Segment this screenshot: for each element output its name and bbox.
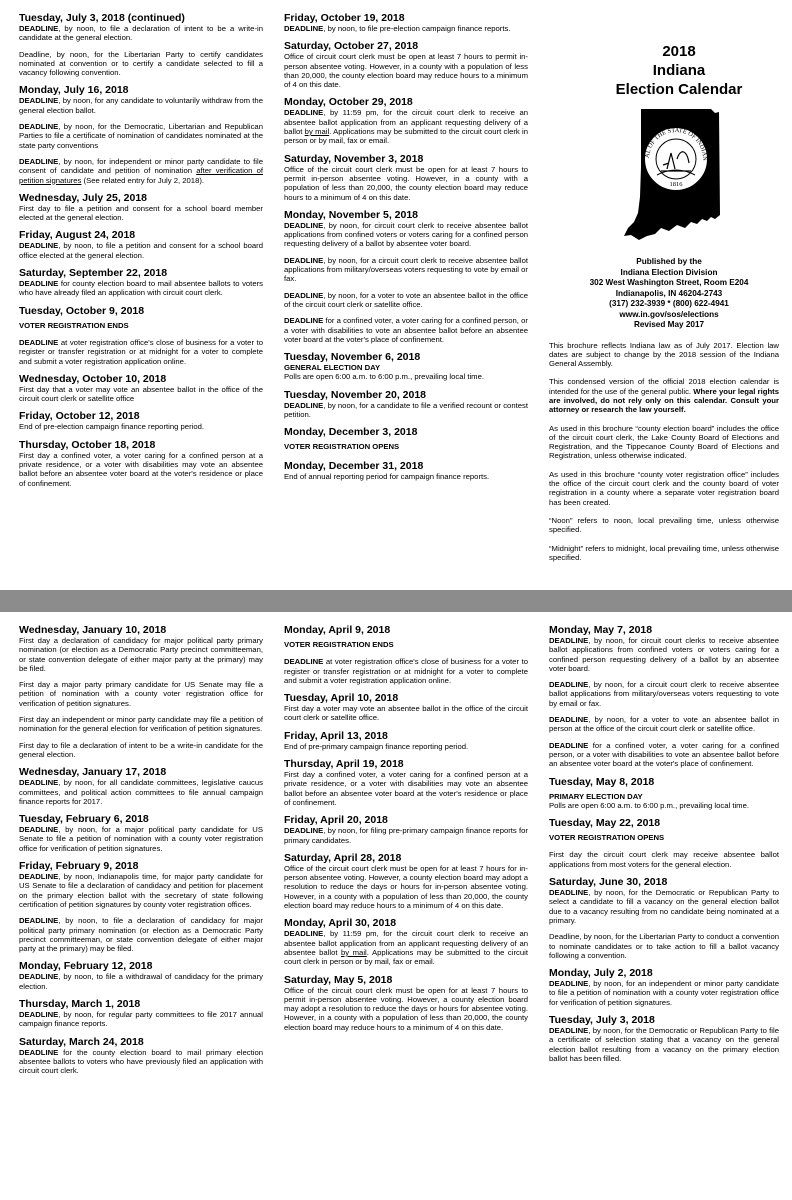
entry-date: Saturday, September 22, 2018: [19, 267, 168, 280]
deadline-label: DEADLINE: [284, 929, 324, 939]
entry-body: First day a declaration of candidacy for major political party primary nomination (or election as a Democratic Party precinct committeeman, or state convention delegate of either major party at the primary) may be filed.: [19, 636, 263, 673]
emphasis-underline: by mail: [341, 947, 367, 957]
entry-text: [19, 1010, 263, 1029]
note-paragraph: [549, 516, 779, 535]
entry-text: [19, 451, 263, 488]
calendar-entry: [19, 84, 263, 184]
entry-text: [549, 1026, 779, 1063]
entry-body: , by noon, for a voter to vote an absentee ballot in person at the office of the circuit court clerk or satellite office.: [549, 715, 779, 734]
entry-text: [19, 122, 263, 150]
calendar-entry: [284, 460, 528, 481]
entry-body: , by 11:59 pm, for the circuit court clerk to receive an absentee ballot application from an applicant requesting delivery of an absentee ballot: [284, 929, 528, 957]
calendar-entry: [19, 998, 263, 1029]
entry-body: , by noon, for regular party committees to file 2017 annual campaign finance reports.: [19, 1010, 263, 1029]
calendar-entry: [19, 860, 263, 953]
deadline-label: DEADLINE: [284, 400, 324, 410]
deadline-label: DEADLINE: [284, 24, 324, 33]
entry-date: Wednesday, October 10, 2018: [19, 372, 167, 385]
page2-column-1: [19, 624, 263, 1200]
entry-date: Thursday, March 1, 2018: [19, 998, 141, 1011]
deadline-label: DEADLINE: [19, 1010, 59, 1020]
publisher-line: Revised May 2017: [633, 320, 705, 329]
entry-text: [284, 52, 528, 89]
entry-date: Wednesday, July 25, 2018: [19, 191, 148, 204]
entry-event-label: VOTER REGISTRATION ENDS: [284, 640, 394, 649]
calendar-entry: [19, 439, 263, 488]
entry-event-label: PRIMARY ELECTION DAY: [549, 791, 643, 801]
deadline-label: DEADLINE: [549, 740, 589, 750]
entry-body: , by noon, to file pre-election campaign finance reports.: [323, 24, 511, 33]
entry-date: Monday, May 7, 2018: [549, 624, 653, 636]
entry-body: First day the circuit court clerk may receive absentee ballot applications from most voters for the general election.: [549, 850, 779, 869]
entry-date: Tuesday, July 3, 2018: [549, 1014, 655, 1027]
publisher-line: 302 West Washington Street, Room E204: [589, 278, 749, 287]
entry-date: Thursday, October 18, 2018: [19, 438, 156, 451]
entry-body: , by noon, for a candidate to file a verified recount or contest petition.: [284, 400, 528, 420]
note-text: “Midnight” refers to midnight, local prevailing time, unless otherwise specified.: [549, 543, 779, 562]
deadline-label: DEADLINE: [19, 972, 59, 982]
entry-body: , by noon, to file a petition and consent for a school board office elected at the general election.: [19, 241, 263, 260]
brochure-notes: [549, 341, 779, 563]
entry-text: [549, 979, 779, 1007]
entry-text: [284, 864, 528, 910]
deadline-label: DEADLINE: [549, 715, 589, 725]
deadline-label: DEADLINE: [284, 108, 324, 118]
entry-date: Tuesday, April 10, 2018: [284, 692, 399, 705]
publisher-line: Indiana Election Division: [620, 267, 718, 277]
calendar-entry: [549, 624, 779, 769]
note-paragraph: [549, 377, 779, 414]
entry-event-label: VOTER REGISTRATION OPENS: [284, 442, 400, 452]
entry-body: , by noon, for circuit court clerks to receive absentee ballot applications from confined voters or voters caring for a confined person requesting delivery of a ballot by an absentee voter board.: [549, 636, 779, 673]
entry-date: Monday, October 29, 2018: [284, 96, 413, 109]
calendar-entry: [19, 1036, 263, 1076]
entry-text: [19, 972, 263, 991]
entry-date: Friday, February 9, 2018: [19, 860, 139, 873]
entry-date: Tuesday, November 20, 2018: [284, 388, 427, 401]
entry-body: , by noon, for a circuit court clerk to receive absentee ballot applications from military/overseas voters requesting to vote by email or fax.: [284, 255, 528, 284]
entry-text: [284, 472, 528, 481]
entry-date: Saturday, April 28, 2018: [284, 851, 402, 864]
page2-column-3: [549, 624, 779, 1200]
calendar-entry: [284, 758, 528, 807]
deadline-label: DEADLINE: [19, 96, 59, 106]
deadline-label: DEADLINE: [19, 916, 59, 926]
entry-date: Tuesday, July 3, 2018 (continued): [19, 12, 185, 24]
entry-body: End of pre-primary campaign finance reporting period.: [284, 741, 469, 751]
seal-year: 1816: [669, 181, 683, 188]
entry-text: [284, 704, 528, 723]
calendar-entry: [549, 1014, 779, 1063]
entry-date: Tuesday, May 8, 2018: [549, 775, 655, 788]
deadline-label: DEADLINE: [19, 337, 59, 347]
note-text: This brochure reflects Indiana law as of July 2017. Election law dates are subject to change by the 2018 session of the Indiana General Assembly.: [549, 340, 779, 369]
deadline-label: DEADLINE: [284, 316, 324, 326]
calendar-entry: [284, 917, 528, 966]
deadline-label: DEADLINE: [19, 24, 59, 33]
entry-body: End of pre-election campaign finance reporting period.: [19, 422, 205, 432]
seal-text: AL OF THE STATE OF INDIAN: [643, 126, 709, 161]
entry-body: Polls are open 6:00 a.m. to 6:00 p.m., prevailing local time.: [549, 800, 749, 810]
deadline-label: DEADLINE: [549, 979, 589, 989]
deadline-label: DEADLINE: [549, 888, 589, 898]
website-link[interactable]: www.in.gov/sos/elections: [619, 309, 719, 319]
entry-body: Deadline, by noon, for the Libertarian Party to conduct a convention to nominate candidates or to take action to fill a ballot vacancy following a convention.: [549, 932, 779, 960]
entry-text: [284, 316, 528, 344]
entry-date: Wednesday, January 10, 2018: [19, 624, 167, 636]
page2-column-2: [284, 624, 528, 1200]
entry-body: First day a voter may vote an absentee ballot in the office of the circuit court clerk or satellite office.: [284, 704, 528, 723]
entry-text: [284, 221, 528, 249]
entry-body-tail: (See related entry for July 2, 2018).: [81, 175, 205, 185]
calendar-entry: [19, 12, 263, 77]
entry-date: Saturday, March 24, 2018: [19, 1035, 144, 1048]
calendar-entry: [19, 305, 263, 366]
entry-body: , by noon, for an independent or minor party candidate to file a petition of nomination with a county voter registration office for verification of petition signatures.: [549, 979, 779, 1007]
entry-date: Friday, April 13, 2018: [284, 729, 388, 742]
page1-column-2: [284, 12, 528, 590]
publisher-block: [559, 257, 779, 331]
entry-body: , by noon, Indianapolis time, for major party candidate for US Senate to file a declaration of candidacy and petition for placement on the primary election ballot with the secretary of state following certification of petition signatures by county voter registration offices.: [19, 872, 263, 909]
entry-date: Friday, August 24, 2018: [19, 229, 136, 242]
entry-body: First day a confined voter, a voter caring for a confined person at a private residence, or a voter with disabilities may vote an absentee ballot before an absentee voter board at the voter's residence or place of confinement.: [19, 450, 263, 488]
calendar-entry: [19, 192, 263, 223]
calendar-entry: [284, 692, 528, 723]
entry-text: [19, 636, 263, 673]
deadline-label: DEADLINE: [19, 778, 59, 788]
note-paragraph: [549, 470, 779, 507]
entry-text: [19, 422, 263, 431]
publisher-line: (317) 232-3939 * (800) 622-4941: [609, 299, 729, 308]
calendar-entry: [549, 817, 779, 869]
calendar-entry: [284, 389, 528, 420]
entry-body: Polls are open 6:00 a.m. to 6:00 p.m., prevailing local time.: [284, 372, 484, 382]
calendar-entry: [284, 153, 528, 202]
entry-body: for a confined voter, a voter caring for a confined person, or a voter with disabilities to vote an absentee ballot before an absentee voter board at the voter's place of confinement.: [284, 316, 528, 344]
indiana-map-icon: [619, 107, 769, 243]
emphasis-underline: by mail: [304, 127, 330, 137]
entry-text: [549, 932, 779, 960]
note-paragraph: [549, 544, 779, 563]
publisher-line: Indianapolis, IN 46204-2743: [615, 288, 723, 298]
calendar-entry: [284, 96, 528, 145]
title-state: Indiana: [652, 62, 706, 79]
entry-body-tail: . Applications may be submitted to the circuit court clerk in person or by mail, fax or email.: [284, 127, 528, 146]
page-bottom: [0, 612, 792, 1200]
entry-date: Tuesday, May 22, 2018: [549, 817, 661, 830]
calendar-entry: [284, 974, 528, 1032]
entry-text: [549, 850, 779, 869]
entry-text: [19, 872, 263, 909]
entry-date: Tuesday, February 6, 2018: [19, 813, 149, 826]
entry-body: , by noon, for a voter to vote an absentee ballot in the office of the circuit court clerk or satellite office.: [284, 290, 528, 309]
deadline-label: DEADLINE: [549, 680, 589, 690]
entry-text: [19, 96, 263, 115]
entry-text: [19, 715, 263, 734]
deadline-label: DEADLINE: [19, 279, 59, 289]
calendar-title: [579, 42, 779, 99]
calendar-entry: [19, 813, 263, 853]
calendar-entry: [19, 624, 263, 759]
entry-body: First day that a voter may vote an absentee ballot in the office of the circuit court clerk or satellite office: [19, 384, 263, 404]
entry-text: [284, 986, 528, 1032]
entry-body: for county election board to mail absentee ballots to voters who have already filed an application with circuit court clerk.: [19, 279, 263, 298]
entry-text: [19, 680, 263, 708]
entry-body: Deadline, by noon, for the Libertarian Party to certify candidates nominated at convention or to certify a candidate selected to fill a vacancy following convention.: [19, 49, 263, 78]
entry-text: [284, 165, 528, 202]
entry-text: [19, 778, 263, 806]
calendar-entry: [284, 624, 528, 685]
entry-text: [19, 385, 263, 404]
calendar-entry: [19, 410, 263, 431]
title-year: 2018: [662, 43, 696, 60]
entry-body: , by noon, for circuit court clerk to receive absentee ballot applications from confined voters or voters caring for a confined person requesting delivery of a ballot by absentee voter board.: [284, 220, 528, 249]
entry-date: Monday, April 9, 2018: [284, 624, 391, 636]
entry-date: Tuesday, November 6, 2018: [284, 351, 421, 364]
entry-body: Office of the circuit court clerk must be open for at least 7 hours for in-person absentee voting. However, a county election board may adopt a resolution to reduce the days or hours for in-person absentee voting. However, in a county with a population of less than 20,000, the county election board may reduce hours to a minimum of 4 on this date.: [284, 863, 528, 911]
entry-date: Saturday, November 3, 2018: [284, 152, 424, 165]
note-paragraph: [549, 341, 779, 369]
entry-text: [549, 680, 779, 708]
entry-date: Saturday, May 5, 2018: [284, 973, 393, 986]
entry-text: [549, 636, 779, 673]
entry-text: [284, 657, 528, 685]
note-text: “Noon” refers to noon, local prevailing time, unless otherwise specified.: [549, 515, 779, 535]
calendar-entry: [284, 730, 528, 751]
note-text: As used in this brochure “county election board” includes the office of the circuit court clerk, the Lake County Board of Elections and Registration, and the Tippecanoe County Board of Elections and Registration, unless otherwise indicated.: [549, 423, 779, 461]
entry-text: [284, 826, 528, 845]
entry-text: [284, 291, 528, 310]
entry-body: Office of the circuit court clerk must be open for at least 7 hours to permit in-person absentee voting. However, in a county with a population of less than 20,000, the county election board may reduce hours to a minimum of 4 on this date.: [284, 164, 528, 202]
entry-body-tail: . Applications may be submitted to the circuit court clerk in person or by mail, fax or email.: [284, 947, 528, 967]
note-text: As used in this brochure “county voter registration office” includes the office of the circuit court clerk and the county board of voter registration in a county where a separate voter registration board has been created.: [549, 469, 779, 507]
deadline-label: DEADLINE: [284, 290, 324, 300]
entry-date: Friday, October 12, 2018: [19, 410, 140, 423]
entry-text: [19, 916, 263, 953]
entry-body: First day an independent or minor party candidate may file a petition of nomination for the general election for verification of petition signatures.: [19, 715, 263, 734]
calendar-entry: [284, 814, 528, 845]
calendar-entry: [19, 373, 263, 404]
entry-event-label: GENERAL ELECTION DAY: [284, 363, 381, 373]
entry-body: , by noon, for all candidate committees, legislative caucus committees, and political action committees to file annual campaign finance reports for 2017.: [19, 778, 263, 806]
entry-date: Monday, July 2, 2018: [549, 967, 653, 980]
entry-text: [19, 741, 263, 760]
entry-body: , by noon, for a major political party candidate for US Senate to file a petition of nomination with a county voter registration office for verification of petition signatures.: [19, 825, 263, 853]
entry-body: End of annual reporting period for campaign finance reports.: [284, 471, 490, 481]
calendar-entry: [19, 960, 263, 991]
calendar-entry: [284, 426, 528, 451]
calendar-entry: [284, 12, 528, 33]
entry-text: [284, 24, 528, 33]
entry-date: Thursday, April 19, 2018: [284, 758, 404, 771]
page-top: [0, 0, 792, 590]
entry-text: [19, 338, 263, 366]
deadline-label: DEADLINE: [19, 1047, 59, 1057]
entry-date: Monday, December 31, 2018: [284, 459, 424, 472]
calendar-entry: [549, 776, 779, 811]
page1-column-1: [19, 12, 263, 590]
entry-text: [284, 770, 528, 807]
entry-text: [19, 24, 263, 43]
entry-date: Wednesday, January 17, 2018: [19, 766, 167, 779]
entry-text: [284, 401, 528, 420]
entry-text: [284, 108, 528, 145]
entry-date: Tuesday, October 9, 2018: [19, 304, 145, 317]
deadline-label: DEADLINE: [19, 825, 59, 835]
entry-date: Friday, October 19, 2018: [284, 12, 405, 24]
entry-text: [284, 929, 528, 966]
entry-text: [19, 279, 263, 298]
entry-text: [19, 157, 263, 185]
entry-body: at voter registration office's close of business for a voter to register or transfer registration or at midnight for a voter to complete and submit a voter registration application online.: [284, 657, 528, 685]
entry-text: [549, 888, 779, 925]
entry-body: Office of circuit court clerk must be open at least 7 hours to permit in-person absentee voting. However, in a county with a population of less than 20,000, the county election board may reduce hours to a minimum of 4 on this date.: [284, 52, 528, 90]
entry-body: , by noon, to file a declaration of intent to be a write-in candidate at the general election.: [19, 24, 263, 43]
entry-body: , by noon, for the Democratic, Libertarian and Republican Parties to file a certificate of nomination of candidates nominated at the state party conventions: [19, 122, 263, 150]
entry-body: , by noon, for the Democratic or Republican Party to file a certificate of selection stating that a vacancy on the general election ballot resulting from a vacancy on the primary election ballot has been filled.: [549, 1026, 779, 1063]
deadline-label: DEADLINE: [284, 657, 324, 667]
entry-date: Monday, February 12, 2018: [19, 960, 153, 973]
page1-column-3: [549, 12, 779, 590]
emphasis-underline: after verification of petition signatures: [19, 166, 263, 185]
deadline-label: DEADLINE: [284, 220, 324, 230]
calendar-entry: [284, 351, 528, 382]
entry-text: [549, 715, 779, 734]
deadline-label: DEADLINE: [19, 872, 59, 882]
entry-body: Office of the circuit court clerk must be open for at least 7 hours to permit in-person absentee voting. However, a county election board may adopt a resolution to reduce the days or hours for absentee voting. However, in a county with a population of less than 20,000, the county election board may reduce hours to a minimum of 4 on this date.: [284, 985, 528, 1032]
deadline-label: DEADLINE: [19, 156, 59, 166]
note-emphasis: Where your legal rights are involved, do not rely only on this calendar. Consult your attorney or research the law yourself.: [549, 386, 779, 415]
calendar-entry: [19, 766, 263, 806]
entry-body: , by noon, for any candidate to voluntarily withdraw from the general election ballot.: [19, 96, 263, 115]
entry-date: Monday, July 16, 2018: [19, 84, 129, 97]
calendar-entry: [284, 852, 528, 910]
calendar-entry: [19, 229, 263, 260]
entry-text: [19, 1048, 263, 1076]
entry-date: Monday, April 30, 2018: [284, 917, 397, 930]
entry-date: Saturday, June 30, 2018: [549, 876, 668, 889]
note-paragraph: [549, 424, 779, 461]
entry-text: [19, 825, 263, 853]
entry-body: First day a major party primary candidate for US Senate may file a petition of nomination with a county voter registration office for verification of petition signatures.: [19, 680, 263, 708]
deadline-label: DEADLINE: [284, 826, 324, 836]
entry-body: First day to file a petition and consent for a school board member elected at the general election.: [19, 203, 263, 223]
title-name: Election Calendar: [615, 81, 743, 98]
entry-body: , by noon, for a circuit court clerk to receive absentee ballot applications from military/overseas voters requesting to vote by email or fax.: [549, 680, 779, 708]
deadline-label: DEADLINE: [19, 122, 59, 132]
entry-body: , by noon, to file a declaration of candidacy for major political party primary nomination (or election as a Democratic Party precinct committeeman, or state convention delegate of either major party at the primary) may be filed.: [19, 916, 263, 954]
entry-date: Monday, December 3, 2018: [284, 426, 418, 439]
deadline-label: DEADLINE: [549, 636, 589, 645]
entry-text: [549, 801, 779, 810]
entry-text: [284, 256, 528, 284]
entry-body: First day a confined voter, a voter caring for a confined person at a private residence, or a voter with disabilities may vote an absentee ballot before an absentee voter board at the voter's residence or place of confinement.: [284, 770, 528, 807]
note-text: This condensed version of the official 2018 election calendar is intended for the use of the general public.: [549, 377, 779, 396]
entry-event-label: VOTER REGISTRATION ENDS: [19, 320, 129, 330]
calendar-entry: [549, 967, 779, 1007]
calendar-entry: [284, 209, 528, 344]
entry-date: Monday, November 5, 2018: [284, 208, 419, 221]
entry-body: for the county election board to mail primary election absentee ballots to voters who have previously filed an application with circuit court clerk.: [19, 1047, 263, 1076]
publisher-line: Published by the: [636, 257, 702, 266]
deadline-label: DEADLINE: [19, 241, 59, 251]
entry-text: [19, 50, 263, 78]
entry-text: [19, 204, 263, 223]
page-divider: [0, 590, 792, 612]
indiana-map-with-seal: [619, 107, 769, 243]
entry-body: , by noon, for independent or minor party candidate to file consent of candidate and petition of nomination: [19, 156, 263, 176]
entry-body: at voter registration office's close of business for a voter to register or transfer registration or at midnight for a voter to complete and submit a voter registration application online.: [19, 337, 263, 366]
entry-text: [284, 742, 528, 751]
entry-body: First day to file a declaration of intent to be a write-in candidate for the general election.: [19, 740, 263, 759]
entry-body: , by noon, to file a withdrawal of candidacy for the primary election.: [19, 972, 263, 991]
entry-body: , by noon, for the Democratic or Republican Party to select a candidate to fill a vacancy on the general election ballot due to a vacancy resulting from no candidate being nominated at a primary.: [549, 888, 779, 925]
entry-date: Friday, April 20, 2018: [284, 814, 388, 827]
entry-date: Saturday, October 27, 2018: [284, 40, 419, 53]
deadline-label: DEADLINE: [549, 1026, 589, 1036]
entry-body: for a confined voter, a voter caring for a confined person, or a voter with disabilities to vote an absentee ballot before an absentee voter board at the voter's place of confinement.: [549, 740, 779, 769]
calendar-entry: [284, 40, 528, 89]
entry-body: , by noon, for filing pre-primary campaign finance reports for primary candidates.: [284, 826, 528, 845]
deadline-label: DEADLINE: [284, 255, 324, 265]
calendar-entry: [549, 876, 779, 960]
entry-text: [284, 372, 528, 381]
entry-text: [549, 741, 779, 769]
entry-text: [19, 241, 263, 260]
entry-body: , by 11:59 pm, for the circuit court clerk to receive an absentee ballot application from an applicant requesting delivery of a ballot: [284, 108, 528, 137]
calendar-entry: [19, 267, 263, 298]
entry-event-label: VOTER REGISTRATION OPENS: [549, 833, 665, 843]
